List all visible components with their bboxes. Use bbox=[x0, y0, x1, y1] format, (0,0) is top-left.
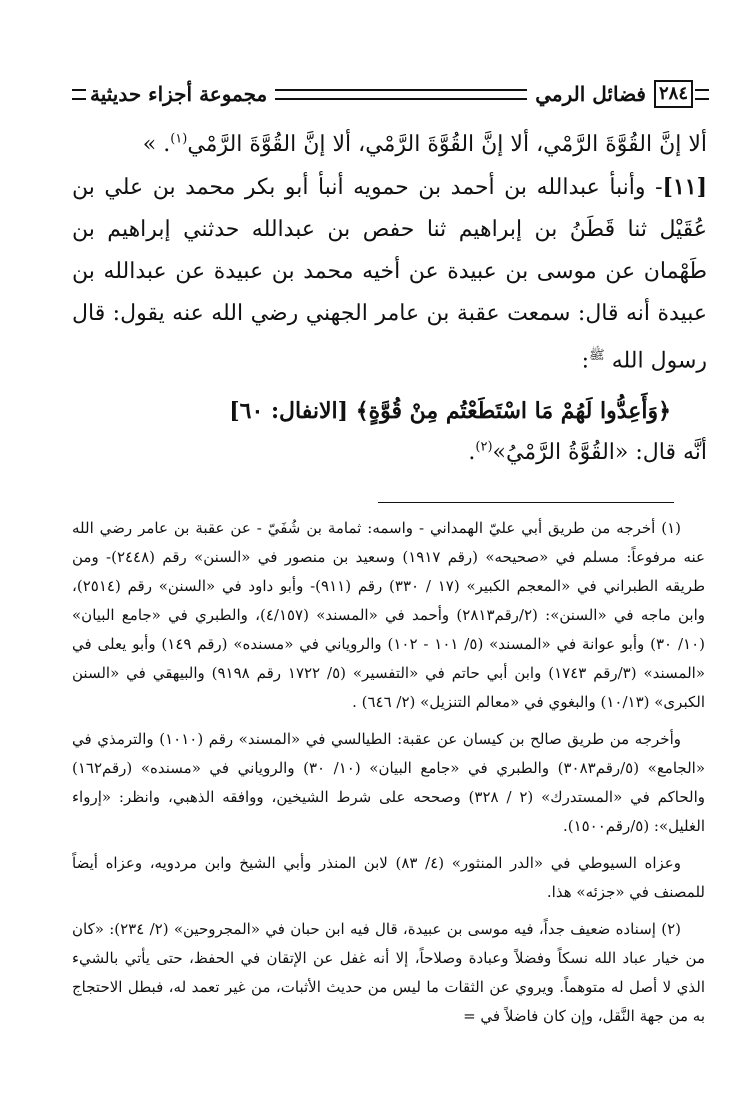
continuation-text: ألا إنَّ القُوَّةَ الرَّمْي، ألا إنَّ القُوَّةَ الرَّمْي، ألا إنَّ القُوَّةَ الرَّمْي bbox=[187, 132, 707, 157]
footnote-ref-1: (١) bbox=[170, 131, 188, 147]
hadith-text: - وأنبأ عبدالله بن أحمد بن حمويه أنبأ أبو بكر محمد بن علي بن عُقَيْل ثنا قَطَنُ بن إبراهيم ثنا حفص بن عبدالله حدثني إبراهيم بن طَهْمان عن موسى بن عبيدة عن أخيه محمد بن عبيدة عن عبدالله بن عبيدة أنه قال: سمعت عقبة بن عامر الجهني رضي الله عنه يقول: قال رسول الله bbox=[72, 175, 707, 374]
footnote-separator bbox=[378, 502, 674, 503]
section-title: فضائل الرمي bbox=[535, 82, 646, 106]
footnote-2: (٢) إسناده ضعيف جداً، فيه موسى بن عبيدة، قال فيه ابن حبان في «المجروحين» (٢/ ٢٣٤): «كان من خيار عباد الله نسكاً وفضلاً وعبادة وصلاحاً، إلا أنه غفل عن الإتقان في الحفظ، حتى يأتي بالشيء الذي لا أصل له متوهماً. ويروي عن الثقات ما ليس من حديث الأثبات، من غير تعمد له، فبطل الاحتجاج به من جهة النَّقل، وإن كان فاضلاً في = bbox=[72, 920, 705, 1025]
hadith-number: [١١] bbox=[662, 174, 707, 200]
footnotes bbox=[72, 514, 705, 1039]
page-number: ٢٨٤ bbox=[654, 80, 693, 108]
hadith-end: : bbox=[581, 348, 589, 374]
paragraph-continuation bbox=[72, 124, 707, 166]
final-end: . bbox=[468, 440, 476, 466]
header-double-rule bbox=[275, 89, 527, 100]
final-text: أنَّه قال: «القُوَّةُ الرَّمْيُ» bbox=[492, 440, 707, 466]
footnote-1-attribution: وعزاه السيوطي في «الدر المنثور» (٤/ ٨٣) لابن المنذر وأبي الشيخ وابن مردويه، وعزاه أيضاً للمصنف في «جزئه» هذا. bbox=[72, 854, 705, 901]
main-text bbox=[72, 124, 707, 474]
footnote-ref-2: (٢) bbox=[475, 440, 493, 455]
footnote-1: (١) أخرجه من طريق أبي عليّ الهمداني - واسمه: ثمامة بن شُفَيّ - عن عقبة بن عامر رضي الله عنه مرفوعاً: مسلم في «صحيحه» (رقم ١٩١٧) وسعيد بن منصور في «السنن» رقم (٢٤٤٨)- ومن طريقه الطبراني في «المعجم الكبير» (١٧ / ٣٣٠) رقم (٩١١)- وأبو داود في «السنن» رقم (٢٥١٤)، وابن ماجه في «السنن»: (٢/رقم٢٨١٣) وأحمد في «المسند» (٤/١٥٧)، والطبري في «جامع البيان» (١٠/ ٣٠) وأبو عوانة في «المسند» (٥/ ١٠١ - ١٠٢) والروياني في «مسنده» (رقم ١٤٩) وأبو يعلى في «المسند» (٣/رقم ١٧٤٣) وابن أبي حاتم في «التفسير» (٥/ ١٧٢٢ رقم ٩١٩٨) والبيهقي في «السنن الكبرى» (١٠/١٣) والبغوي في «معالم التنزيل» (٢/ ٦٤٦) . bbox=[72, 519, 706, 711]
footnote-1-continued: وأخرجه من طريق صالح بن كيسان عن عقبة: الطيالسي في «المسند» رقم (١٠١٠) والترمذي في «الجامع» (٥/رقم٣٠٨٣) والطبري في «جامع البيان» (١٠/ ٣٠) والروياني في «مسنده» (رقم١٦٢) والحاكم في «المستدرك» (٢ / ٣٢٨) وصححه على شرط الشيخين، ووافقه الذهبي، وانظر: «إرواء الغليل»: (٥/رقم١٥٠٠). bbox=[72, 730, 706, 835]
final-line bbox=[72, 432, 707, 474]
collection-title: مجموعة أجزاء حديثية bbox=[90, 82, 268, 106]
quran-verse: ﴿وَأَعِدُّوا لَهُمْ مَا اسْتَطَعْتُم مِنْ قُوَّةٍ﴾ [الانفال: ٦٠] bbox=[229, 398, 671, 425]
continuation-end: . » bbox=[142, 132, 171, 157]
header-double-rule-end bbox=[72, 89, 86, 100]
salutation-glyph: ﷺ bbox=[588, 348, 605, 363]
running-header bbox=[72, 80, 709, 108]
header-double-rule-start bbox=[695, 89, 709, 100]
hadith-paragraph bbox=[72, 166, 707, 382]
